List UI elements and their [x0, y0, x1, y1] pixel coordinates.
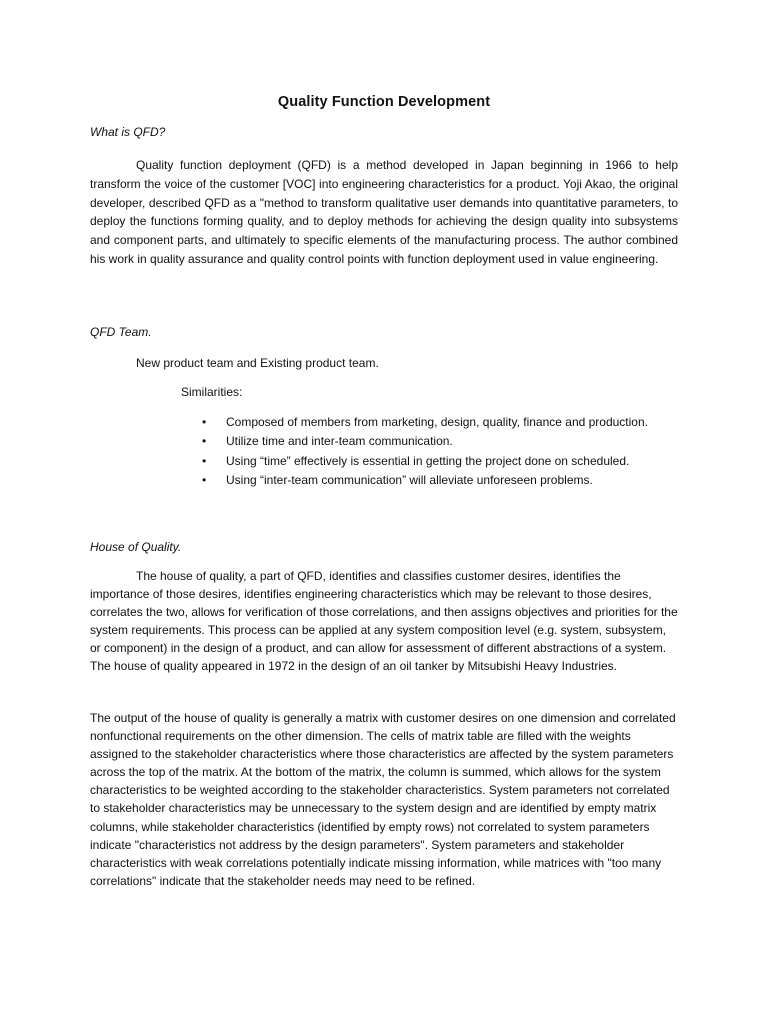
list-item-text: Using “time” effectively is essential in getting the project done on scheduled.: [226, 453, 630, 468]
list-item-text: Using “inter-team communication” will alleviate unforeseen problems.: [226, 473, 593, 488]
list-item-text: Utilize time and inter-team communication.: [226, 434, 453, 449]
bullet-icon: •: [202, 453, 207, 468]
list-item-text: Composed of members from marketing, design, quality, finance and production.: [226, 415, 648, 429]
list-item: [200, 413, 648, 432]
paragraph-house-of-quality-1: The house of quality, a part of QFD, identifies and classifies customer desires, identifies the importance of those desires, identifies engineering characteristics which may be relevant to those desires, correlates the two, allows for verification of those correlations, and then assigns objectives and priorities for the system requirements. This process can be applied at any system composition level (e.g. system, subsystem, or component) in the design of a product, and can allow for assessment of different abstractions of a system. The house of quality appeared in 1972 in the design of an oil tanker by Mitsubishi Heavy Industries.: [90, 569, 678, 674]
paragraph-what-is-qfd: Quality function deployment (QFD) is a method developed in Japan beginning in 1966 to help transform the voice of the customer [VOC] into engineering characteristics for a product. Yoji Akao, the original developer, described QFD as a "method to transform qualitative user demands into quantitative parameters, to deploy the functions forming quality, and to deploy methods for achieving the design quality into subsystems and component parts, and ultimately to specific elements of the manufacturing process. The author combined his work in quality assurance and quality control points with function deployment used in value engineering.: [90, 158, 678, 266]
section-heading-qfd-team: QFD Team.: [90, 325, 152, 339]
team-intro: New product team and Existing product team.: [136, 356, 379, 370]
similarities-subheading: Similarities:: [181, 385, 243, 399]
section-heading-house-of-quality: House of Quality.: [90, 540, 182, 554]
bullet-icon: •: [202, 473, 207, 488]
section-heading-what-is-qfd: What is QFD?: [90, 125, 166, 139]
bullet-icon: •: [202, 434, 207, 449]
list-item: [200, 432, 648, 451]
paragraph-house-of-quality-2: The output of the house of quality is generally a matrix with customer desires on one dimension and correlated nonfunctional requirements on the other dimension. The cells of matrix table are filled with the weights assigned to the stakeholder characteristics where those characteristics are affected by the system parameters across the top of the matrix. At the bottom of the matrix, the column is summed, which allows for the system characteristics to be weighted according to the stakeholder characteristics. System parameters not correlated to stakeholder characteristics may be unnecessary to the system design and are identified by empty matrix columns, while stakeholder characteristics (identified by empty rows) not correlated to system parameters indicate "characteristics not address by the design parameters". System parameters and stakeholder characteristics with weak correlations potentially indicate missing information, while matrices with "too many correlations" indicate that the stakeholder needs may need to be refined.: [90, 711, 676, 888]
document-title: Quality Function Development: [277, 94, 491, 110]
bullet-icon: •: [202, 415, 207, 429]
similarities-list: [200, 413, 648, 491]
list-item: [200, 471, 648, 490]
list-item: [200, 452, 648, 471]
